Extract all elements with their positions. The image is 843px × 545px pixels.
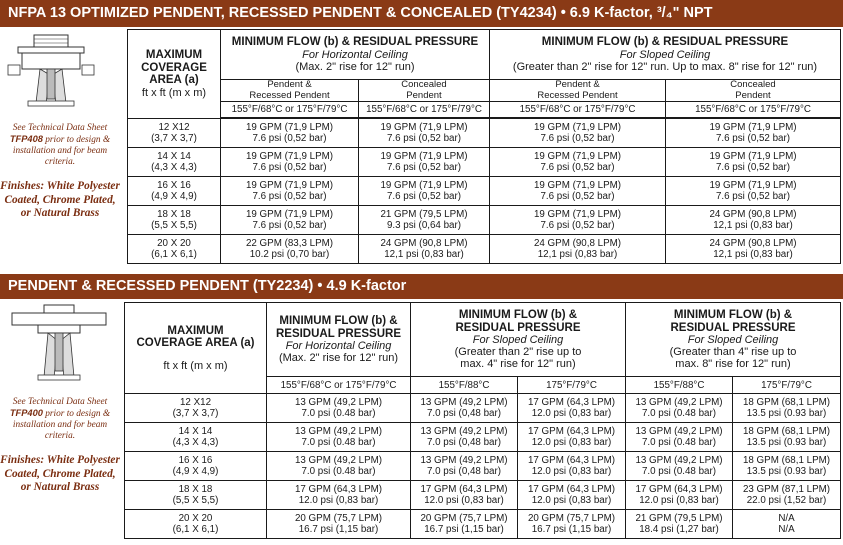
temperature-rating: 155°F/68°C or 175°F/79°C bbox=[359, 102, 490, 118]
flow-cell: 13 GPM (49,2 LPM) 7.0 psi (0,48 bar) bbox=[411, 423, 518, 452]
temperature-rating: 155°F/88°C bbox=[626, 377, 733, 394]
pendent-sprinkler-icon bbox=[0, 303, 120, 391]
flow-cell: 18 GPM (68,1 LPM) 13.5 psi (0.93 bar) bbox=[733, 394, 841, 423]
flow-cell: 19 GPM (71,9 LPM) 7.6 psi (0,52 bar) bbox=[359, 119, 490, 148]
flow-cell: 24 GPM (90,8 LPM) 12,1 psi (0,83 bar) bbox=[359, 235, 490, 264]
table-row bbox=[125, 452, 841, 481]
section1-title-bar bbox=[0, 0, 843, 27]
section1-table bbox=[127, 29, 841, 264]
flow-cell: 17 GPM (64,3 LPM) 12.0 psi (0,83 bar) bbox=[626, 481, 733, 510]
table-row bbox=[128, 148, 841, 177]
flow-cell: 20 GPM (75,7 LPM) 16.7 psi (1,15 bar) bbox=[518, 510, 626, 539]
subhead-pendent-recessed: Pendent & Recessed Pendent bbox=[221, 80, 359, 102]
flow-cell: 17 GPM (64,3 LPM) 12.0 psi (0,83 bar) bbox=[518, 394, 626, 423]
section1-title: NFPA 13 OPTIMIZED PENDENT, RECESSED PENDENT & CONCEALED (TY4234) • 6.9 K-factor, ³/₄" NPT bbox=[8, 5, 713, 21]
flow-cell: 17 GPM (64,3 LPM) 12.0 psi (0,83 bar) bbox=[518, 481, 626, 510]
table-row bbox=[125, 481, 841, 510]
coverage-area-header: MAXIMUM COVERAGE AREA (a) ft x ft (m x m) bbox=[125, 303, 267, 394]
flow-cell: 19 GPM (71,9 LPM) 7.6 psi (0,52 bar) bbox=[359, 148, 490, 177]
section1-datasheet-note: See Technical Data Sheet TFP408 prior to design & installation and for beam criteria. bbox=[9, 123, 111, 167]
section2-side-panel bbox=[0, 303, 120, 543]
flow-cell: 20 GPM (75,7 LPM) 16.7 psi (1,15 bar) bbox=[267, 510, 411, 539]
flow-cell: 18 GPM (68,1 LPM) 13.5 psi (0.93 bar) bbox=[733, 452, 841, 481]
section1-finishes: Finishes: White Polyester Coated, Chrome Plated, or Natural Brass bbox=[0, 180, 120, 219]
flow-cell: 19 GPM (71,9 LPM) 7.6 psi (0,52 bar) bbox=[490, 206, 666, 235]
flow-cell: 22 GPM (83,3 LPM) 10.2 psi (0,70 bar) bbox=[221, 235, 359, 264]
flow-cell: 19 GPM (71,9 LPM) 7.6 psi (0,52 bar) bbox=[666, 177, 841, 206]
flow-cell: 17 GPM (64,3 LPM) 12.0 psi (0,83 bar) bbox=[267, 481, 411, 510]
flow-cell: 20 GPM (75,7 LPM) 16.7 psi (1,15 bar) bbox=[411, 510, 518, 539]
coverage-area-cell: 18 X 18 (5,5 X 5,5) bbox=[125, 481, 267, 510]
table-row bbox=[128, 177, 841, 206]
flow-cell: 13 GPM (49,2 LPM) 7.0 psi (0.48 bar) bbox=[267, 394, 411, 423]
flow-cell: 13 GPM (49,2 LPM) 7.0 psi (0,48 bar) bbox=[411, 452, 518, 481]
flow-cell: 19 GPM (71,9 LPM) 7.6 psi (0,52 bar) bbox=[490, 119, 666, 148]
temperature-rating: 175°F/79°C bbox=[518, 377, 626, 394]
subhead-concealed: Concealed Pendent bbox=[359, 80, 490, 102]
flow-cell: 13 GPM (49,2 LPM) 7.0 psi (0.48 bar) bbox=[626, 423, 733, 452]
flow-cell: 13 GPM (49,2 LPM) 7.0 psi (0,48 bar) bbox=[411, 394, 518, 423]
coverage-area-cell: 16 X 16 (4,9 X 4,9) bbox=[128, 177, 221, 206]
flow-cell: 13 GPM (49,2 LPM) 7.0 psi (0.48 bar) bbox=[267, 452, 411, 481]
flow-cell: 19 GPM (71,9 LPM) 7.6 psi (0,52 bar) bbox=[221, 206, 359, 235]
flow-cell: 19 GPM (71,9 LPM) 7.6 psi (0,52 bar) bbox=[666, 148, 841, 177]
flow-cell: 19 GPM (71,9 LPM) 7.6 psi (0,52 bar) bbox=[490, 177, 666, 206]
coverage-area-cell: 18 X 18 (5,5 X 5,5) bbox=[128, 206, 221, 235]
section2-title-bar bbox=[0, 274, 843, 299]
table-row bbox=[125, 510, 841, 539]
section1-datasheet-ref: TFP408 bbox=[9, 134, 43, 144]
flow-cell: 19 GPM (71,9 LPM) 7.6 psi (0,52 bar) bbox=[221, 119, 359, 148]
temperature-rating: 155°F/68°C or 175°F/79°C bbox=[490, 102, 666, 118]
flow-cell: 23 GPM (87,1 LPM) 22.0 psi (1,52 bar) bbox=[733, 481, 841, 510]
horizontal-ceiling-header: MINIMUM FLOW (b) & RESIDUAL PRESSURE For Horizontal Ceiling (Max. 2" rise for 12" run) bbox=[267, 303, 411, 377]
subhead-concealed: Concealed Pendent bbox=[666, 80, 841, 102]
section2-table bbox=[124, 302, 841, 539]
coverage-area-cell: 12 X12 (3,7 X 3,7) bbox=[125, 394, 267, 423]
flow-cell: 13 GPM (49,2 LPM) 7.0 psi (0.48 bar) bbox=[267, 423, 411, 452]
temperature-rating: 155°F/68°C or 175°F/79°C bbox=[221, 102, 359, 118]
subhead-pendent-recessed: Pendent & Recessed Pendent bbox=[490, 80, 666, 102]
table-row bbox=[128, 119, 841, 148]
concealed-sprinkler-icon bbox=[0, 29, 120, 117]
coverage-area-cell: 20 X 20 (6,1 X 6,1) bbox=[125, 510, 267, 539]
flow-cell: 24 GPM (90,8 LPM) 12,1 psi (0,83 bar) bbox=[666, 235, 841, 264]
sloped-ceiling-header: MINIMUM FLOW (b) & RESIDUAL PRESSURE For Sloped Ceiling (Greater than 2" rise for 12" run. Up to max. 8" rise for 12" run) bbox=[490, 30, 841, 80]
flow-cell: 24 GPM (90,8 LPM) 12,1 psi (0,83 bar) bbox=[666, 206, 841, 235]
flow-cell: 24 GPM (90,8 LPM) 12,1 psi (0,83 bar) bbox=[490, 235, 666, 264]
flow-cell: 19 GPM (71,9 LPM) 7.6 psi (0,52 bar) bbox=[221, 177, 359, 206]
flow-cell: 13 GPM (49,2 LPM) 7.0 psi (0.48 bar) bbox=[626, 394, 733, 423]
section2-datasheet-ref: TFP400 bbox=[9, 408, 43, 418]
coverage-area-cell: 12 X12 (3,7 X 3,7) bbox=[128, 119, 221, 148]
table-row bbox=[125, 423, 841, 452]
horizontal-ceiling-header: MINIMUM FLOW (b) & RESIDUAL PRESSURE For Horizontal Ceiling (Max. 2" rise for 12" run) bbox=[221, 30, 490, 80]
flow-cell: 21 GPM (79,5 LPM) 9.3 psi (0,64 bar) bbox=[359, 206, 490, 235]
sloped-ceiling-4in-header: MINIMUM FLOW (b) & RESIDUAL PRESSURE For Sloped Ceiling (Greater than 2" rise up to max. 4" rise for 12" run) bbox=[411, 303, 626, 377]
section2-finishes: Finishes: White Polyester Coated, Chrome Plated, or Natural Brass bbox=[0, 454, 120, 493]
temperature-rating: 155°F/88°C bbox=[411, 377, 518, 394]
table-row bbox=[128, 206, 841, 235]
coverage-area-cell: 14 X 14 (4,3 X 4,3) bbox=[125, 423, 267, 452]
coverage-area-cell: 20 X 20 (6,1 X 6,1) bbox=[128, 235, 221, 264]
flow-cell: 18 GPM (68,1 LPM) 13.5 psi (0.93 bar) bbox=[733, 423, 841, 452]
sloped-ceiling-8in-header: MINIMUM FLOW (b) & RESIDUAL PRESSURE For Sloped Ceiling (Greater than 4" rise up to max. 8" rise for 12" run) bbox=[626, 303, 841, 377]
flow-cell: N/A N/A bbox=[733, 510, 841, 539]
flow-cell: 19 GPM (71,9 LPM) 7.6 psi (0,52 bar) bbox=[359, 177, 490, 206]
flow-cell: 17 GPM (64,3 LPM) 12.0 psi (0,83 bar) bbox=[411, 481, 518, 510]
section2-title: PENDENT & RECESSED PENDENT (TY2234) • 4.9 K-factor bbox=[8, 278, 407, 294]
flow-cell: 17 GPM (64,3 LPM) 12.0 psi (0,83 bar) bbox=[518, 423, 626, 452]
temperature-rating: 175°F/79°C bbox=[733, 377, 841, 394]
flow-cell: 19 GPM (71,9 LPM) 7.6 psi (0,52 bar) bbox=[666, 119, 841, 148]
coverage-area-cell: 16 X 16 (4,9 X 4,9) bbox=[125, 452, 267, 481]
flow-cell: 21 GPM (79,5 LPM) 18.4 psi (1,27 bar) bbox=[626, 510, 733, 539]
table-row bbox=[128, 235, 841, 264]
coverage-area-header: MAXIMUM COVERAGE AREA (a) ft x ft (m x m) bbox=[128, 30, 221, 119]
coverage-area-cell: 14 X 14 (4,3 X 4,3) bbox=[128, 148, 221, 177]
flow-cell: 19 GPM (71,9 LPM) 7.6 psi (0,52 bar) bbox=[221, 148, 359, 177]
flow-cell: 13 GPM (49,2 LPM) 7.0 psi (0.48 bar) bbox=[626, 452, 733, 481]
temperature-rating: 155°F/68°C or 175°F/79°C bbox=[666, 102, 841, 118]
temperature-rating: 155°F/68°C or 175°F/79°C bbox=[267, 377, 411, 394]
flow-cell: 19 GPM (71,9 LPM) 7.6 psi (0,52 bar) bbox=[490, 148, 666, 177]
section1-side-panel bbox=[0, 29, 120, 269]
table-row bbox=[125, 394, 841, 423]
section2-datasheet-note: See Technical Data Sheet TFP400 prior to design & installation and for beam criteria. bbox=[9, 397, 111, 441]
flow-cell: 17 GPM (64,3 LPM) 12.0 psi (0,83 bar) bbox=[518, 452, 626, 481]
